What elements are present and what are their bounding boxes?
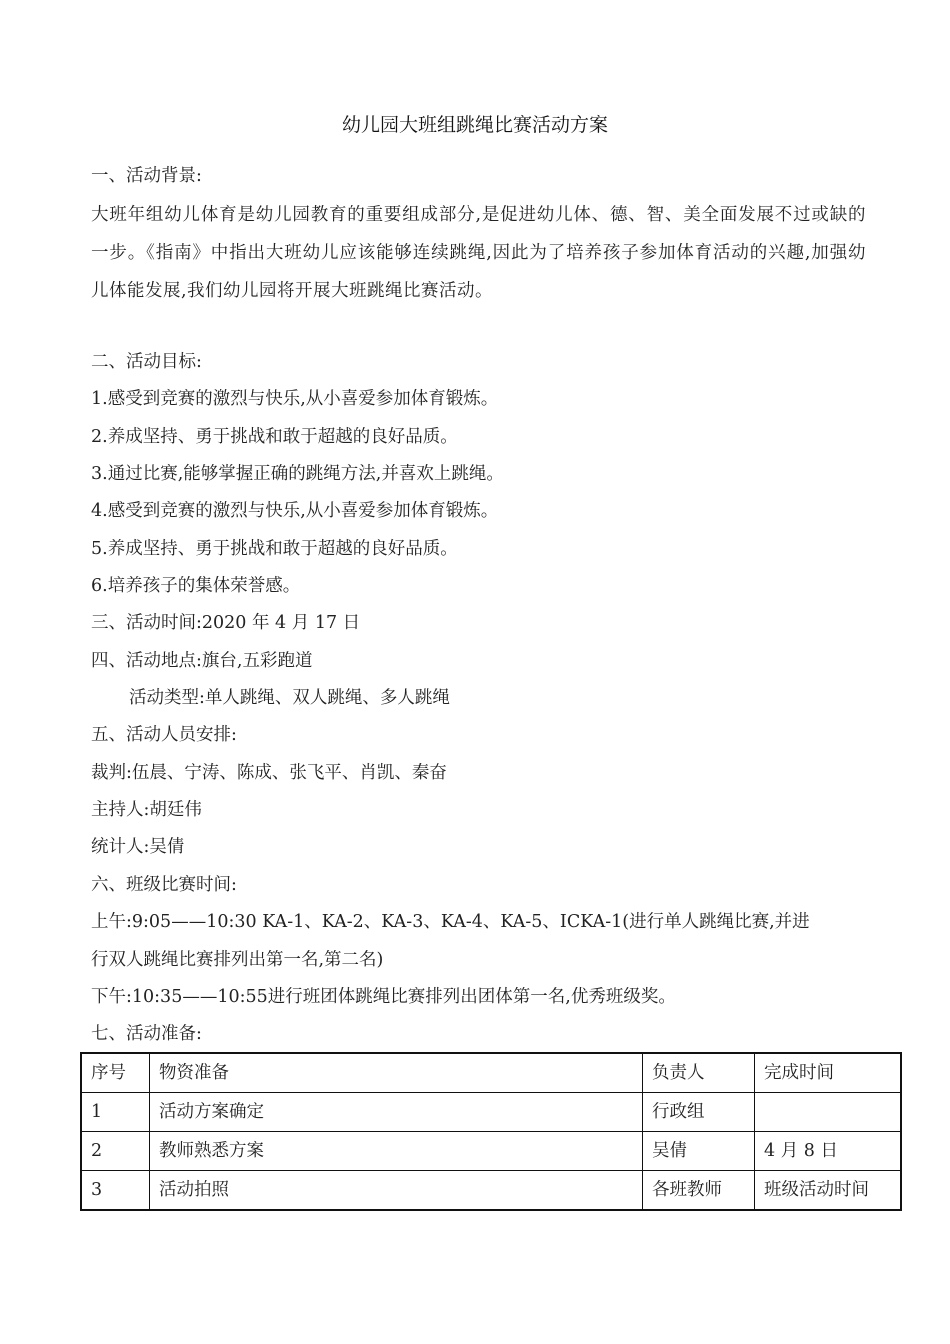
section-1-body: 大班年组幼儿体育是幼儿园教育的重要组成部分,是促进幼儿体、德、智、美全面发展不过或缺的一步。《指南》中指出大班幼儿应该能够连续跳绳,因此为了培养孩子参加体育活动的兴趣,加强幼儿体能发展,我们幼儿园将开展大班跳绳比赛活动。	[91, 205, 866, 301]
goal-item: 2.养成坚持、勇于挑战和敢于超越的良好品质。	[91, 427, 458, 447]
table-cell	[755, 1093, 902, 1132]
goal-item: 4.感受到竞赛的激烈与快乐,从小喜爱参加体育锻炼。	[91, 501, 499, 521]
section-2-heading: 二、活动目标:	[91, 352, 202, 372]
table-row	[81, 1132, 901, 1171]
table-cell: 活动拍照	[150, 1171, 643, 1211]
table-cell: 各班教师	[643, 1171, 755, 1211]
section-7-heading: 七、活动准备:	[91, 1024, 202, 1044]
activity-type: 活动类型:单人跳绳、双人跳绳、多人跳绳	[129, 688, 450, 708]
table-header-cell: 序号	[81, 1053, 150, 1093]
section-6-heading: 六、班级比赛时间:	[91, 875, 237, 895]
goal-item: 1.感受到竞赛的激烈与快乐,从小喜爱参加体育锻炼。	[91, 389, 499, 409]
table-cell: 行政组	[643, 1093, 755, 1132]
table-cell: 4 月 8 日	[755, 1132, 902, 1171]
table-header-row	[81, 1053, 901, 1093]
table-header-cell: 负责人	[643, 1053, 755, 1093]
document-title: 幼儿园大班组跳绳比赛活动方案	[341, 114, 608, 136]
preparation-table	[80, 1052, 902, 1211]
table-cell: 1	[81, 1093, 150, 1132]
table-row	[81, 1171, 901, 1211]
goal-item: 6.培养孩子的集体荣誉感。	[91, 576, 301, 596]
table-cell: 班级活动时间	[755, 1171, 902, 1211]
table-cell: 活动方案确定	[150, 1093, 643, 1132]
morning-schedule-line-2: 行双人跳绳比赛排列出第一名,第二名)	[91, 950, 384, 970]
judges-line: 裁判:伍晨、宁涛、陈成、张飞平、肖凯、秦奋	[91, 763, 447, 783]
afternoon-schedule: 下午:10:35——10:55进行班团体跳绳比赛排列出团体第一名,优秀班级奖。	[91, 987, 676, 1007]
table-header-cell: 物资准备	[150, 1053, 643, 1093]
section-4-place: 四、活动地点:旗台,五彩跑道	[91, 651, 313, 671]
section-1-heading: 一、活动背景:	[91, 166, 202, 186]
table-header-cell: 完成时间	[755, 1053, 902, 1093]
table-row	[81, 1093, 901, 1132]
section-5-heading: 五、活动人员安排:	[91, 725, 237, 745]
host-line: 主持人:胡廷伟	[91, 800, 202, 820]
table-cell: 教师熟悉方案	[150, 1132, 643, 1171]
goal-item: 5.养成坚持、勇于挑战和敢于超越的良好品质。	[91, 539, 458, 559]
morning-schedule-line-1: 上午:9:05——10:30 KA-1、KA-2、KA-3、KA-4、KA-5、ICKA-1(进行单人跳绳比赛,并进	[91, 912, 810, 932]
table-cell: 吴倩	[643, 1132, 755, 1171]
section-3-time: 三、活动时间:2020 年 4 月 17 日	[91, 613, 361, 633]
table-cell: 2	[81, 1132, 150, 1171]
table-cell: 3	[81, 1171, 150, 1211]
goal-item: 3.通过比赛,能够掌握正确的跳绳方法,并喜欢上跳绳。	[91, 464, 504, 484]
statistician-line: 统计人:吴倩	[91, 837, 185, 857]
